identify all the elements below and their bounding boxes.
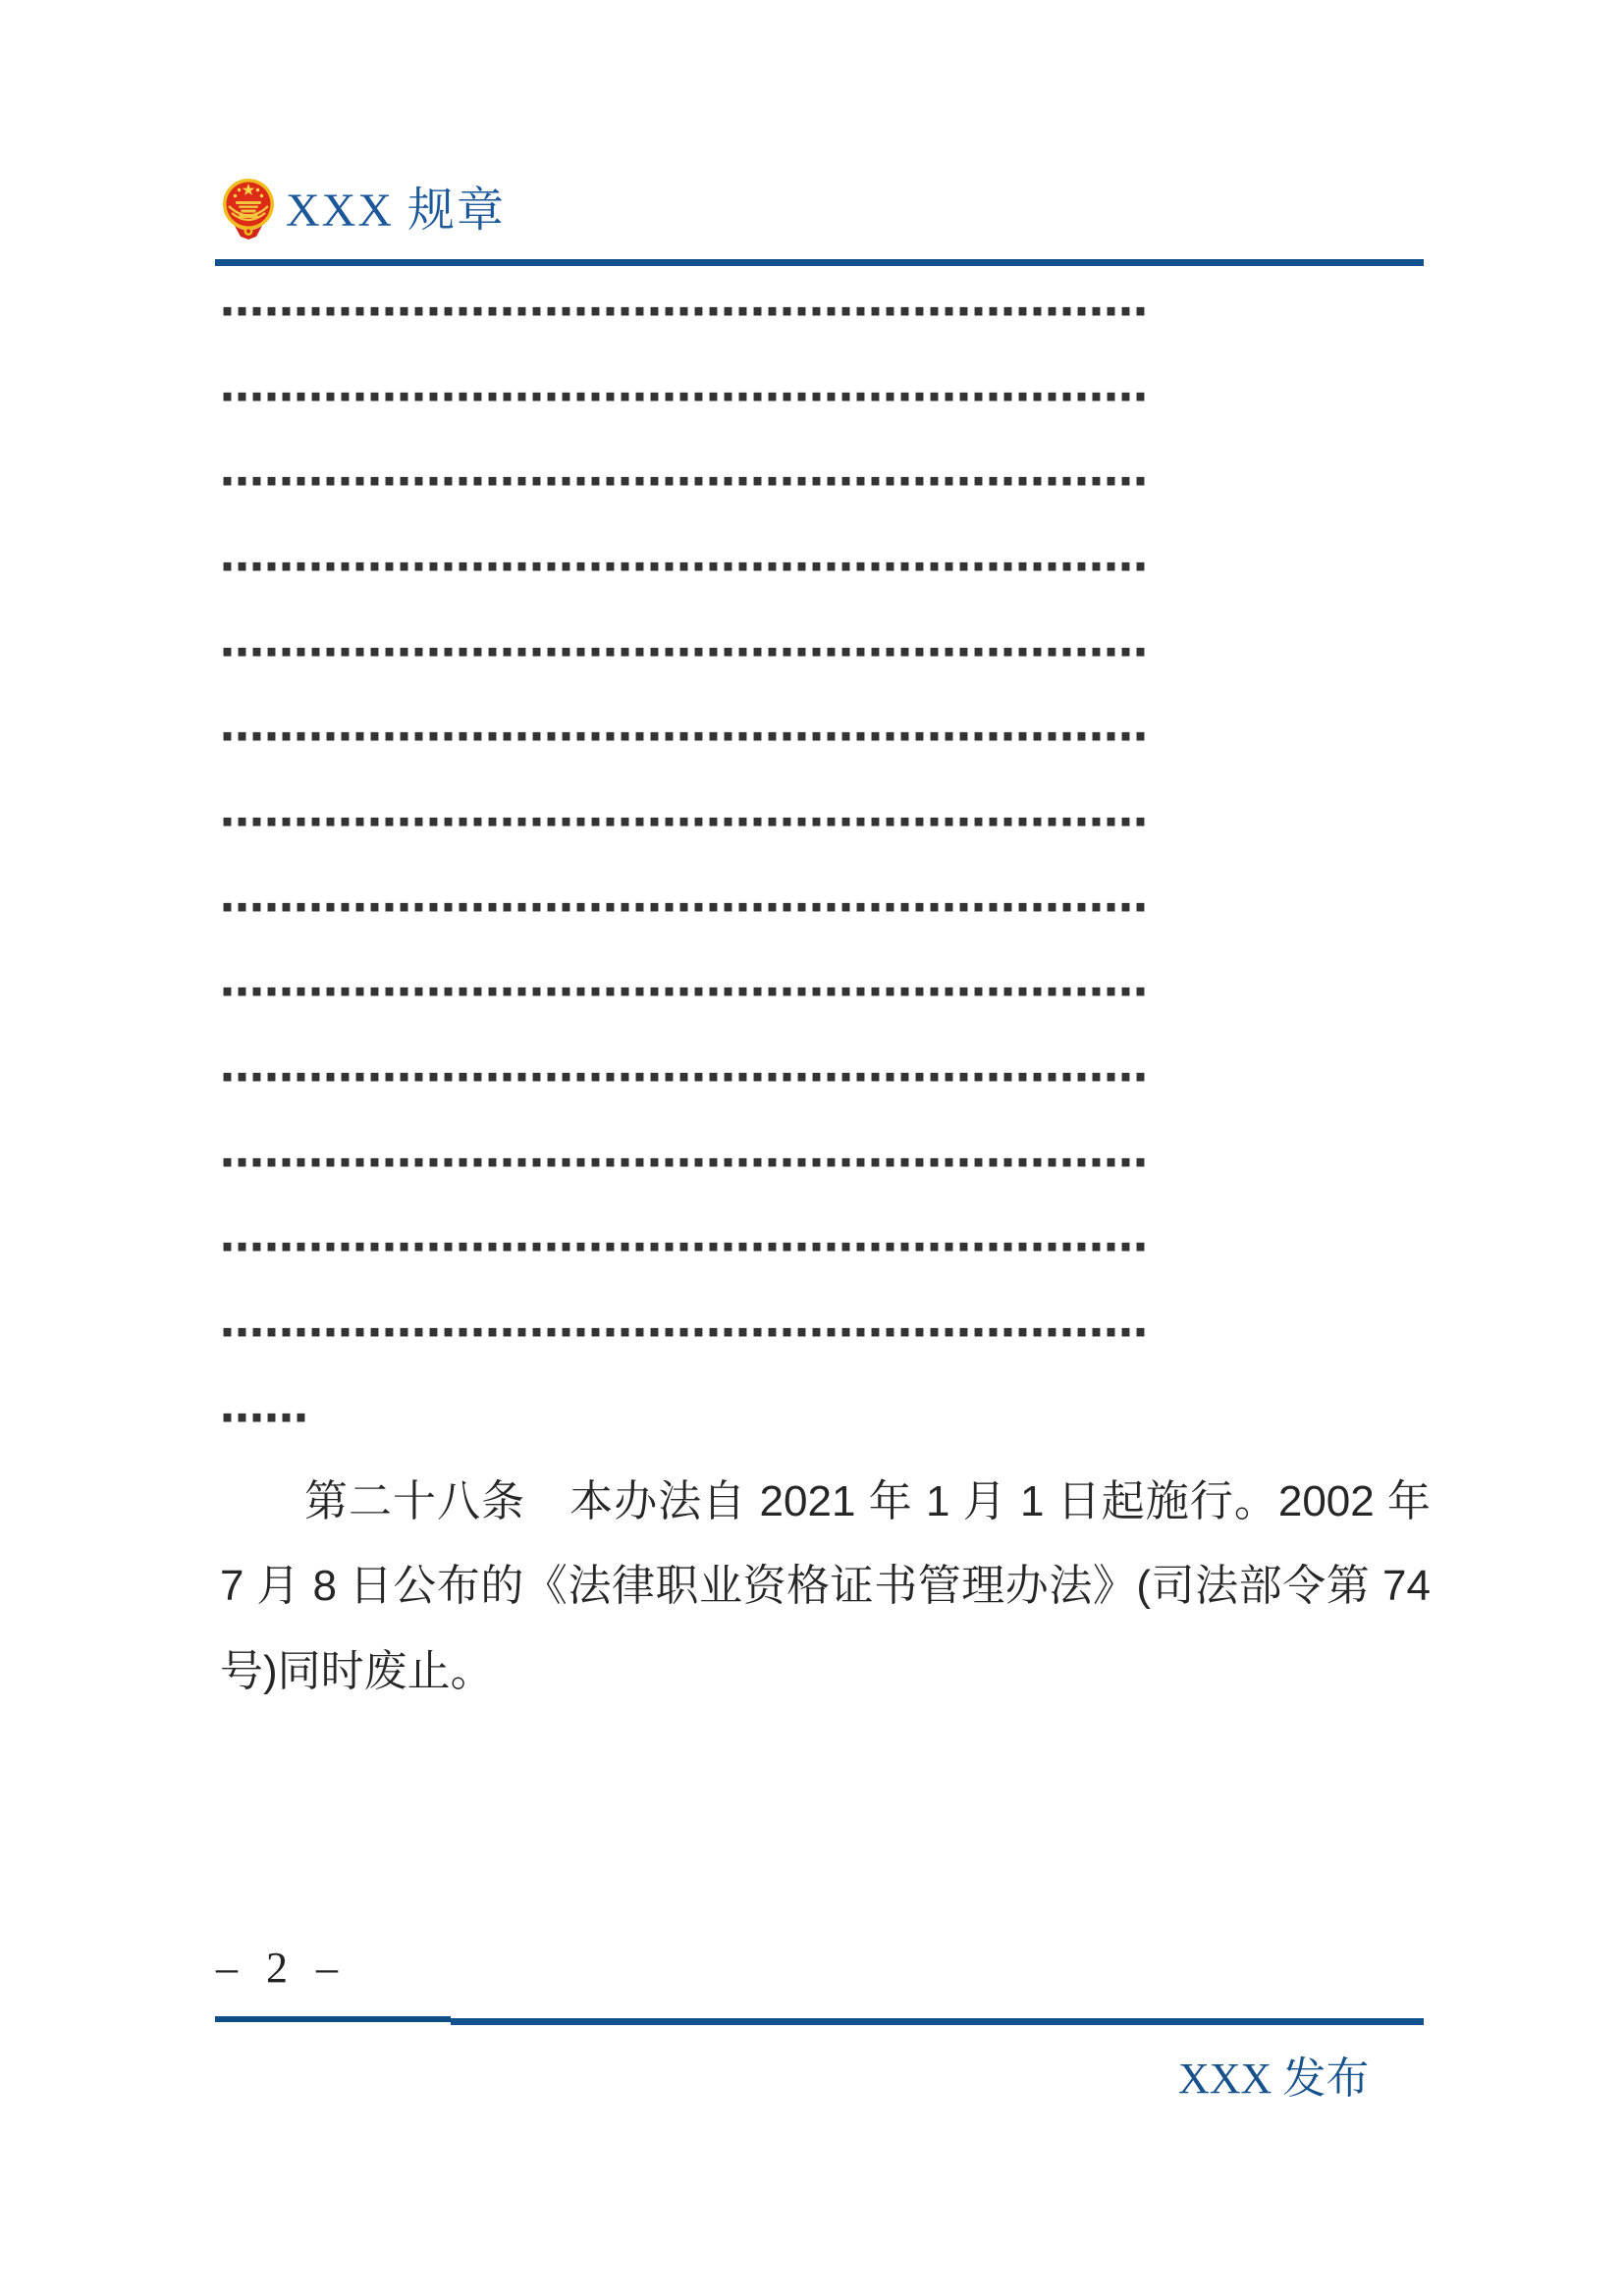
footer-rule bbox=[451, 2018, 1424, 2025]
ellipsis-row bbox=[220, 693, 1431, 778]
ellipsis-row bbox=[220, 778, 1431, 864]
ellipsis-row bbox=[220, 864, 1431, 949]
publisher-label: XXX 发布 bbox=[1178, 2055, 1370, 2103]
ellipsis-text: …… bbox=[220, 1380, 308, 1433]
ellipsis-row bbox=[220, 268, 1431, 353]
ellipsis-row bbox=[220, 1034, 1431, 1119]
document-body bbox=[220, 268, 1431, 1715]
article-line: 号)同时废止。 bbox=[220, 1647, 494, 1695]
ellipsis-text: ……………………………………………………… bbox=[220, 614, 1148, 667]
footer-rule-left-segment bbox=[215, 2016, 451, 2022]
ellipsis-text: ……………………………………………………… bbox=[220, 444, 1148, 497]
ellipsis-row bbox=[220, 1204, 1431, 1290]
article-line: 7 月 8 日公布的《法律职业资格证书管理办法》(司法部令第 74 bbox=[220, 1562, 1431, 1611]
ellipsis-row bbox=[220, 609, 1431, 694]
ellipsis-text: ……………………………………………………… bbox=[220, 870, 1148, 923]
ellipsis-row bbox=[220, 353, 1431, 439]
national-emblem-icon bbox=[221, 176, 276, 242]
ellipsis-row bbox=[220, 1119, 1431, 1204]
ellipsis-text: ……………………………………………………… bbox=[220, 954, 1148, 1007]
ellipsis-text: ……………………………………………………… bbox=[220, 1210, 1148, 1263]
ellipsis-row bbox=[220, 949, 1431, 1035]
page-number: – 2 – bbox=[216, 1944, 342, 1992]
header-rule bbox=[215, 259, 1424, 266]
ellipsis-text: ……………………………………………………… bbox=[220, 274, 1148, 327]
ellipsis-row-partial bbox=[220, 1374, 1431, 1460]
ellipsis-row bbox=[220, 523, 1431, 609]
ellipsis-text: ……………………………………………………… bbox=[220, 1040, 1148, 1093]
article-line: 第二十八条 本办法自 2021 年 1 月 1 日起施行。2002 年 bbox=[304, 1476, 1431, 1525]
ellipsis-text: ……………………………………………………… bbox=[220, 359, 1148, 412]
ellipsis-row bbox=[220, 438, 1431, 523]
ellipsis-text: ……………………………………………………… bbox=[220, 529, 1148, 582]
ellipsis-text: ……………………………………………………… bbox=[220, 784, 1148, 837]
ellipsis-text: ……………………………………………………… bbox=[220, 1295, 1148, 1348]
ellipsis-text: ……………………………………………………… bbox=[220, 699, 1148, 752]
ellipsis-row bbox=[220, 1289, 1431, 1374]
ellipsis-text: ……………………………………………………… bbox=[220, 1125, 1148, 1178]
document-category-title: XXX 规章 bbox=[286, 185, 506, 237]
